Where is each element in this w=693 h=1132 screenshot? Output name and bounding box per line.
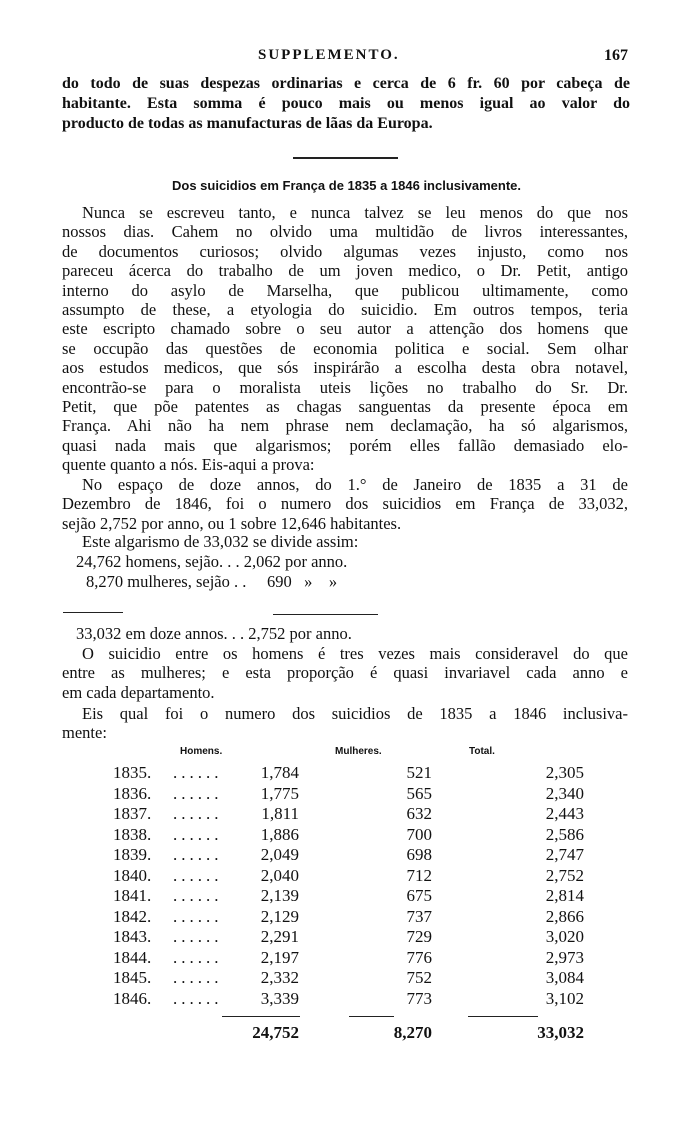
division-men-line: 24,762 homens, sejão. . . 2,062 por anno. — [76, 552, 348, 571]
text-line: este escripto chamado sobre o seu autor a attenção dos homens que — [62, 319, 628, 339]
men-cell: 2,129 — [260, 906, 299, 926]
women-cell: 675 — [406, 886, 432, 905]
header-women: Mulheres. — [335, 746, 382, 757]
leader-dots: ...... — [173, 988, 223, 1008]
table-row — [0, 825, 693, 845]
women-cell: 698 — [406, 845, 432, 864]
leader-dots: ...... — [173, 824, 223, 844]
men-cell: 2,332 — [260, 968, 299, 987]
text-line: França. Ahi não ha nem phrase nem declamação, ha só algarismos, — [62, 416, 628, 436]
year-cell: 1842. — [113, 906, 152, 926]
year-cell: 1841. — [113, 886, 152, 905]
total-rule-men — [222, 1016, 300, 1017]
paragraph-1 — [62, 203, 628, 475]
leader-dots: ...... — [173, 886, 223, 905]
total-cell: 2,747 — [545, 845, 584, 864]
paragraph-4 — [62, 704, 628, 743]
division-rule-right — [273, 614, 378, 615]
leader-dots: ...... — [173, 845, 223, 864]
text-line: Petit, que põe patentes as chagas sanguentas da presente época em — [62, 397, 628, 417]
total-cell: 3,102 — [545, 988, 584, 1008]
women-cell: 712 — [406, 865, 432, 885]
women-cell: 773 — [406, 988, 432, 1008]
women-cell: 700 — [406, 824, 432, 844]
totals-row — [0, 1023, 693, 1043]
total-cell: 2,586 — [545, 824, 584, 844]
text-line: O suicidio entre os homens é tres vezes mais consideravel do que — [82, 644, 628, 663]
text-line: aos estudos medicos, que sós inspirárão a escolha desta obra notavel, — [62, 358, 628, 378]
women-cell: 729 — [406, 927, 432, 946]
leader-dots: ...... — [173, 906, 223, 926]
division-intro: Este algarismo de 33,032 se divide assim: — [82, 532, 359, 551]
women-cell: 737 — [406, 906, 432, 926]
paragraph-3 — [62, 644, 628, 702]
year-cell: 1840. — [113, 865, 152, 885]
text-line: sejão 2,752 por anno, ou 1 sobre 12,646 habitantes. — [62, 513, 402, 533]
header-men: Homens. — [180, 746, 223, 757]
page-number: 167 — [604, 47, 628, 64]
total-cell: 2,443 — [545, 804, 584, 823]
table-row — [0, 845, 693, 865]
division-rule-left — [63, 612, 123, 613]
women-cell: 632 — [406, 804, 432, 823]
text-line: producto de todas as manufacturas de lãas da Europa. — [62, 115, 433, 132]
total-cell: 3,020 — [545, 927, 584, 946]
men-cell: 3,339 — [260, 988, 299, 1008]
total-men: 24,752 — [252, 1023, 299, 1042]
leader-dots: ...... — [173, 947, 223, 967]
text-line: Eis qual foi o numero dos suicidios de 1835 a 1846 inclusiva- — [82, 704, 628, 723]
year-cell: 1844. — [113, 947, 152, 967]
section-divider — [293, 157, 398, 159]
text-line: encontrão-se para o moralista uteis lições no trabalho do Sr. Dr. — [62, 377, 628, 397]
text-line: Nunca se escreveu tanto, e nunca talvez se leu menos do que nos — [82, 203, 628, 222]
women-cell: 521 — [406, 763, 432, 782]
text-line: se occupão das questões de economia politica e social. Sem olhar — [62, 338, 628, 358]
total-rule-women — [349, 1016, 394, 1017]
year-cell: 1845. — [113, 968, 152, 987]
text-line: nossos dias. Cahem no olvido uma multidão de livros interessantes, — [62, 222, 628, 242]
total-women: 8,270 — [393, 1023, 432, 1042]
year-cell: 1835. — [113, 763, 152, 782]
table-row — [0, 927, 693, 947]
men-cell: 1,811 — [261, 804, 299, 823]
intro-paragraph — [62, 74, 630, 134]
running-head — [0, 47, 693, 67]
total-rule-total — [468, 1016, 538, 1017]
text-line: Dezembro de 1846, foi o numero dos suicidios em França de 33,032, — [62, 494, 628, 514]
table-row — [0, 989, 693, 1009]
year-cell: 1839. — [113, 845, 152, 864]
text-line: mente: — [62, 723, 107, 743]
men-cell: 2,040 — [260, 865, 299, 885]
total-cell: 3,084 — [545, 968, 584, 987]
table-row — [0, 948, 693, 968]
leader-dots: ...... — [173, 783, 223, 803]
women-cell: 565 — [406, 783, 432, 803]
year-cell: 1836. — [113, 783, 152, 803]
text-line: pareceu ácerca do trabalho de um joven medico, o Dr. Petit, antigo — [62, 261, 628, 281]
running-title: SUPPLEMENTO. — [258, 47, 400, 63]
leader-dots: ...... — [173, 763, 223, 782]
year-cell: 1838. — [113, 824, 152, 844]
table-row — [0, 784, 693, 804]
text-line: quente quanto a nós. Eis-aqui a prova: — [62, 455, 315, 475]
text-line: No espaço de doze annos, do 1.° de Janeiro de 1835 a 31 de — [82, 475, 628, 494]
year-cell: 1837. — [113, 804, 152, 823]
text-line: do todo de suas despezas ordinarias e cerca de 6 fr. 60 por cabeça de — [62, 75, 630, 92]
table-row — [0, 886, 693, 906]
text-line: habitante. Esta somma é pouco mais ou menos igual ao valor do — [62, 95, 630, 112]
leader-dots: ...... — [173, 968, 223, 987]
total-cell: 2,973 — [545, 947, 584, 967]
header-total: Total. — [469, 746, 495, 757]
men-cell: 2,049 — [260, 845, 299, 864]
men-cell: 1,784 — [260, 763, 299, 782]
text-line: assumpto de these, a etyologia do suicidio. Em outros tempos, teria — [62, 300, 628, 320]
men-cell: 1,886 — [260, 824, 299, 844]
total-cell: 2,305 — [545, 763, 584, 782]
total-cell: 2,752 — [545, 865, 584, 885]
men-cell: 2,291 — [260, 927, 299, 946]
men-cell: 2,197 — [260, 947, 299, 967]
women-cell: 776 — [406, 947, 432, 967]
year-cell: 1846. — [113, 988, 152, 1008]
total-total: 33,032 — [537, 1023, 584, 1042]
section-heading: Dos suicidios em França de 1835 a 1846 inclusivamente. — [171, 178, 521, 193]
text-line: em cada departamento. — [62, 682, 215, 702]
table-row — [0, 968, 693, 988]
total-cell: 2,814 — [545, 886, 584, 905]
paragraph-2 — [62, 475, 628, 533]
leader-dots: ...... — [173, 804, 223, 823]
text-line: quasi nada mais que algarismos; porém elles fallão demasiado elo- — [62, 435, 628, 455]
women-cell: 752 — [406, 968, 432, 987]
division-women-line: 8,270 mulheres, sejão . . 690 » » — [86, 572, 338, 591]
text-line: entre as mulheres; e esta proporção é quasi invariavel cada anno e — [62, 663, 628, 683]
table-row — [0, 866, 693, 886]
leader-dots: ...... — [173, 865, 223, 885]
table-row — [0, 763, 693, 783]
table-row — [0, 804, 693, 824]
text-line: de documentos curiosos; olvido algumas vezes injusto, como nos — [62, 241, 628, 261]
men-cell: 1,775 — [260, 783, 299, 803]
leader-dots: ...... — [173, 927, 223, 946]
year-cell: 1843. — [113, 927, 152, 946]
total-cell: 2,866 — [545, 906, 584, 926]
men-cell: 2,139 — [260, 886, 299, 905]
table-row — [0, 907, 693, 927]
division-total-line: 33,032 em doze annos. . . 2,752 por anno. — [76, 624, 352, 643]
total-cell: 2,340 — [545, 783, 584, 803]
text-line: interno do asylo de Marselha, que publicou ultimamente, como — [62, 280, 628, 300]
